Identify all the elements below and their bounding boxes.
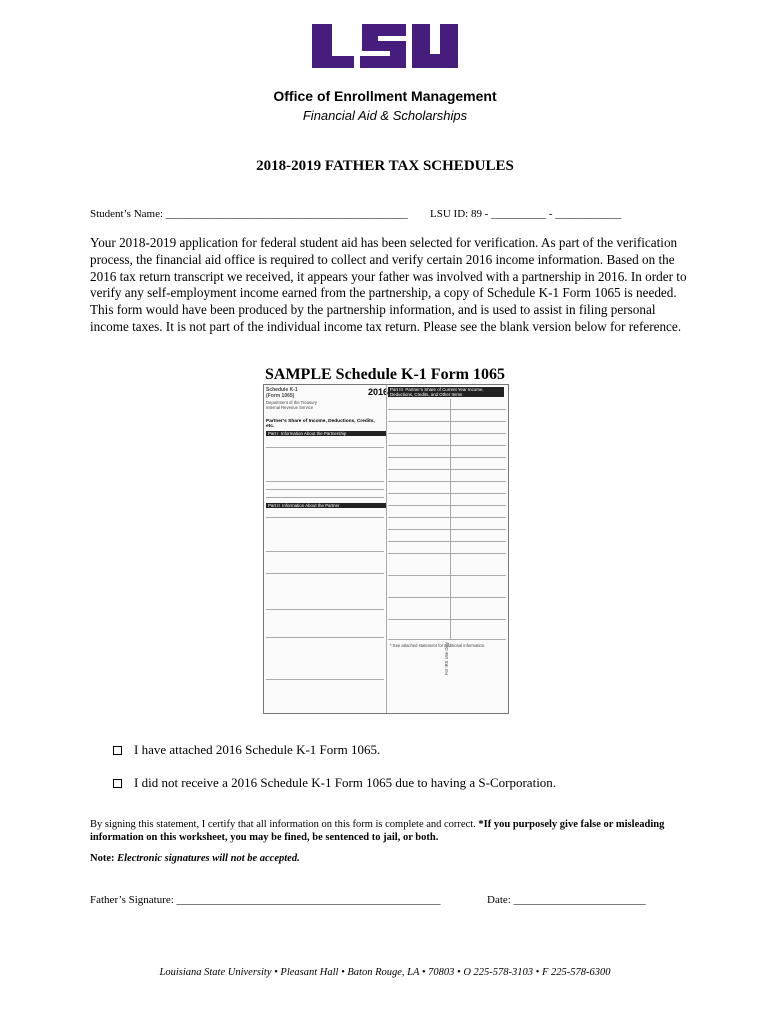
certification-text: By signing this statement, I certify that all information on this form is complete and correct. [90,819,479,830]
form-line [266,551,384,552]
part3-bar [388,387,504,397]
logo-letter-u [412,24,458,68]
document-title: 2018-2019 FATHER TAX SCHEDULES [256,158,514,174]
form-line [266,517,384,518]
logo-letter-s [360,24,406,68]
note [90,853,300,864]
statement-note: * See attached statement for additional information. [390,643,486,648]
form-line [388,597,506,598]
part2-bar [266,503,386,508]
note-label: Note: [90,853,115,864]
form-line [388,575,506,576]
lsu-logo [310,22,460,70]
form-line [388,481,506,482]
checkbox[interactable] [113,746,122,755]
form-line [388,469,506,470]
checkbox[interactable] [113,779,122,788]
form-department: Department of the Treasury [266,400,317,405]
form-name: Schedule K-1 [266,387,298,393]
form-number: (Form 1065) [266,393,295,399]
form-line [388,409,506,410]
form-line [266,481,384,482]
part2-title: Information About the Partner [282,503,340,508]
share-heading: Partner’s Share of Income, Deductions, Credits, etc. [266,419,375,429]
logo-letter-l [312,24,354,68]
form-irs: Internal Revenue Service [266,405,314,410]
office-subtitle: Financial Aid & Scholarships [302,108,468,123]
form-line [266,489,384,490]
form-line [388,619,506,620]
part3-title: Partner’s Share of Current Year Income, Deductions, Credits, and Other Items [390,387,484,397]
checkbox-option-attached[interactable] [113,742,380,758]
form-line [388,529,506,530]
checkbox-label: I have attached 2016 Schedule K-1 Form 1065. [134,742,381,757]
part2-label: Part II [268,503,280,508]
form-line [388,457,506,458]
irs-use-label: For IRS Use Only [444,642,449,675]
lsu-id-field[interactable]: LSU ID: 89 - __________ - ____________ [430,208,622,220]
part3-label: Part III [390,387,403,392]
checkbox-option-not-received[interactable] [113,775,556,791]
form-line [266,637,384,638]
form-inner-divider [450,399,451,639]
office-title: Office of Enrollment Management [273,88,497,104]
form-line [388,553,506,554]
footer-address: Louisiana State University • Pleasant Hall • Baton Rouge, LA • 70803 • O 225-578-3103 • F 225-578-6300 [159,967,611,978]
form-line [388,421,506,422]
certification-statement [90,818,690,844]
form-divider [386,385,387,713]
form-line [266,447,384,448]
note-text: Electronic signatures will not be accepted. [114,853,300,864]
form-line [266,573,384,574]
form-line [388,493,506,494]
form-line [388,505,506,506]
part1-bar [266,431,386,436]
form-line [388,639,506,640]
form-line [266,609,384,610]
part1-title: Information About the Partnership [280,431,347,436]
form-line [388,433,506,434]
certification-warning: *If you purposely give false or misleading information on this worksheet, you may be fined, be sentenced to jail, or both. [90,819,665,843]
father-signature-field[interactable]: Father’s Signature: ________________________________________________ [90,894,441,906]
form-line [388,517,506,518]
date-field[interactable]: Date: ________________________ [487,894,646,906]
form-line [388,541,506,542]
verification-paragraph: Your 2018-2019 application for federal student aid has been selected for verification. As part of the verification process, the financial aid office is required to collect and verify certain 2016 income information. Based on the 2016 tax return transcript we received, it appears your father was involved with a partnership in 2016. In order to verify any self-employment income earned from the partnership, a copy of Schedule K-1 Form 1065 is needed. This form would have been produced by the partnership information, and is used to assist in filing personal income taxes. It is not part of the individual income tax return. Please see the blank version below for reference. [90,235,687,334]
checkbox-label: I did not receive a 2016 Schedule K-1 Form 1065 due to having a S-Corporation. [134,775,557,790]
form-line [266,497,384,498]
sample-title: SAMPLE Schedule K-1 Form 1065 [265,366,505,383]
form-line [266,679,384,680]
part1-label: Part I [268,431,279,436]
form-year: 2016 [368,387,389,397]
form-line [388,445,506,446]
student-name-field[interactable]: Student’s Name: ____________________________________________ [90,208,408,220]
sample-k1-form [263,384,509,714]
